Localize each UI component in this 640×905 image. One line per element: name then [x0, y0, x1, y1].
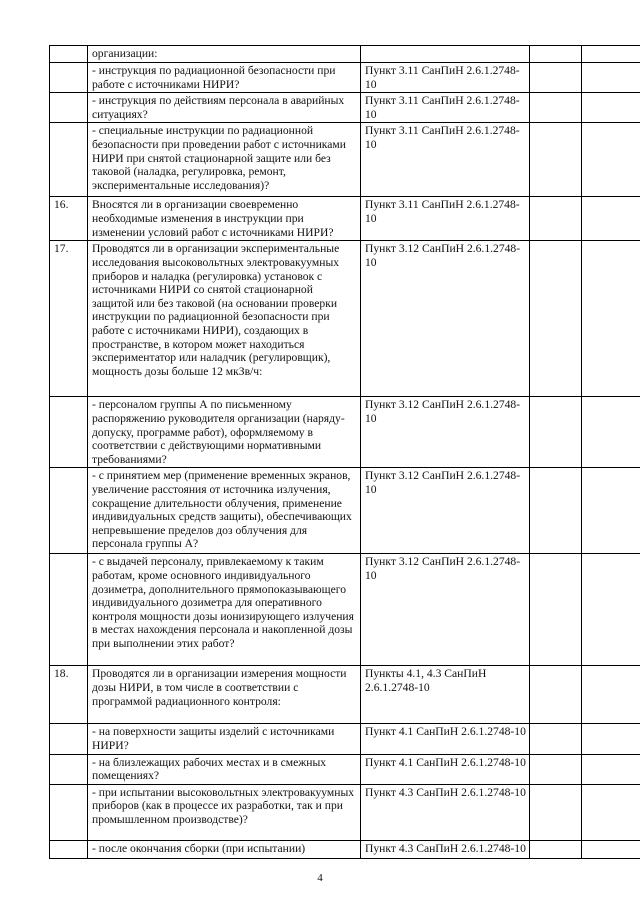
row-number	[50, 724, 88, 754]
row-question: - после окончания сборки (при испытании)	[88, 840, 361, 858]
row-empty-cell	[582, 754, 640, 784]
table-row	[50, 754, 640, 784]
row-question: - с выдачей персоналу, привлекаемому к таким работам, кроме основного индивидуального дозиметра, дополнительного прямопоказывающего индивидуального дозиметра для оперативного контроля мощности дозы ионизирующего излучения в местах нахождения персонала и накопленной дозы при выполнении этих работ?	[88, 554, 361, 666]
row-reference	[361, 46, 530, 63]
row-number	[50, 554, 88, 666]
row-empty-cell	[582, 554, 640, 666]
row-number	[50, 840, 88, 858]
row-reference: Пункт 3.11 СанПиН 2.6.1.2748-10	[361, 93, 530, 123]
row-number: 18.	[50, 666, 88, 724]
row-empty-cell	[582, 468, 640, 554]
row-number	[50, 63, 88, 93]
page-number: 4	[317, 872, 323, 884]
row-empty-cell	[582, 724, 640, 754]
row-reference: Пункт 3.11 СанПиН 2.6.1.2748-10	[361, 63, 530, 93]
row-question: - на близлежащих рабочих местах и в смежных помещениях?	[88, 754, 361, 784]
row-empty-cell	[582, 197, 640, 241]
row-number	[50, 397, 88, 468]
row-number: 16.	[50, 197, 88, 241]
row-empty-cell	[530, 724, 582, 754]
row-empty-cell	[530, 554, 582, 666]
row-empty-cell	[530, 46, 582, 63]
table-row	[50, 554, 640, 666]
row-empty-cell	[530, 197, 582, 241]
row-question: Проводятся ли в организации экспериментальные исследования высоковольтных электровакуумных приборов и наладка (регулировка) установок с источниками НИРИ со снятой стационарной защитой или без таковой (на основании проверки инструкции по радиационной безопасности при работе с источниками НИРИ), создающих в пространстве, в котором может находиться экспериментатор или наладчик (регулировщик), мощность дозы больше 12 мкЗв/ч:	[88, 241, 361, 397]
row-reference: Пункт 3.11 СанПиН 2.6.1.2748-10	[361, 197, 530, 241]
row-question: - с принятием мер (применение временных экранов, увеличение расстояния от источника излучения, сокращение длительности облучения, применение индивидуальных средств защиты), обеспечивающих непревышение пределов доз облучения для персонала группы А?	[88, 468, 361, 554]
row-reference: Пункт 3.12 СанПиН 2.6.1.2748-10	[361, 468, 530, 554]
row-empty-cell	[582, 123, 640, 197]
table-row	[50, 241, 640, 397]
table-row	[50, 397, 640, 468]
row-reference: Пункт 3.12 СанПиН 2.6.1.2748-10	[361, 554, 530, 666]
row-question: - на поверхности защиты изделий с источниками НИРИ?	[88, 724, 361, 754]
row-reference: Пункт 4.3 СанПиН 2.6.1.2748-10	[361, 784, 530, 840]
row-question: - при испытании высоковольтных электровакуумных приборов (как в процессе их разработки, так и при промышленном производстве)?	[88, 784, 361, 840]
row-reference: Пункт 4.3 СанПиН 2.6.1.2748-10	[361, 840, 530, 858]
row-number: 17.	[50, 241, 88, 397]
row-empty-cell	[582, 46, 640, 63]
row-question: Вносятся ли в организации своевременно необходимые изменения в инструкции при изменении условий работ с источниками НИРИ?	[88, 197, 361, 241]
row-number	[50, 46, 88, 63]
row-question: - инструкция по действиям персонала в аварийных ситуациях?	[88, 93, 361, 123]
table-row	[50, 666, 640, 724]
row-question: Проводятся ли в организации измерения мощности дозы НИРИ, в том числе в соответствии с программой радиационного контроля:	[88, 666, 361, 724]
table-row	[50, 93, 640, 123]
row-reference: Пункт 3.11 СанПиН 2.6.1.2748-10	[361, 123, 530, 197]
row-empty-cell	[530, 241, 582, 397]
row-reference: Пункт 3.12 СанПиН 2.6.1.2748-10	[361, 397, 530, 468]
row-empty-cell	[582, 93, 640, 123]
row-empty-cell	[530, 468, 582, 554]
row-empty-cell	[530, 840, 582, 858]
row-question: - персоналом группы А по письменному распоряжению руководителя организации (наряду-допуску, программе работ), оформляемому в соответствии с действующими нормативными требованиями?	[88, 397, 361, 468]
row-question: - специальные инструкции по радиационной безопасности при проведении работ с источниками НИРИ при снятой стационарной защите или без таковой (наладка, регулировка, ремонт, экспериментальные исследования)?	[88, 123, 361, 197]
table-row	[50, 197, 640, 241]
table-row	[50, 840, 640, 858]
row-empty-cell	[582, 840, 640, 858]
row-reference: Пункт 3.12 СанПиН 2.6.1.2748-10	[361, 241, 530, 397]
row-empty-cell	[530, 754, 582, 784]
row-question: организации:	[88, 46, 361, 63]
row-empty-cell	[582, 241, 640, 397]
row-empty-cell	[530, 63, 582, 93]
row-number	[50, 468, 88, 554]
table-row	[50, 46, 640, 63]
row-empty-cell	[582, 784, 640, 840]
table-row	[50, 468, 640, 554]
row-empty-cell	[530, 666, 582, 724]
row-number	[50, 93, 88, 123]
row-reference: Пункты 4.1, 4.3 СанПиН 2.6.1.2748-10	[361, 666, 530, 724]
table-row	[50, 63, 640, 93]
row-empty-cell	[582, 666, 640, 724]
checklist-table	[49, 45, 640, 859]
row-reference: Пункт 4.1 СанПиН 2.6.1.2748-10	[361, 754, 530, 784]
row-empty-cell	[530, 397, 582, 468]
table-row	[50, 724, 640, 754]
table-row	[50, 123, 640, 197]
row-empty-cell	[530, 784, 582, 840]
row-reference: Пункт 4.1 СанПиН 2.6.1.2748-10	[361, 724, 530, 754]
row-number	[50, 754, 88, 784]
row-empty-cell	[582, 63, 640, 93]
row-question: - инструкция по радиационной безопасности при работе с источниками НИРИ?	[88, 63, 361, 93]
table-row	[50, 784, 640, 840]
row-number	[50, 784, 88, 840]
row-number	[50, 123, 88, 197]
row-empty-cell	[530, 123, 582, 197]
row-empty-cell	[582, 397, 640, 468]
row-empty-cell	[530, 93, 582, 123]
checklist-body	[50, 46, 640, 859]
